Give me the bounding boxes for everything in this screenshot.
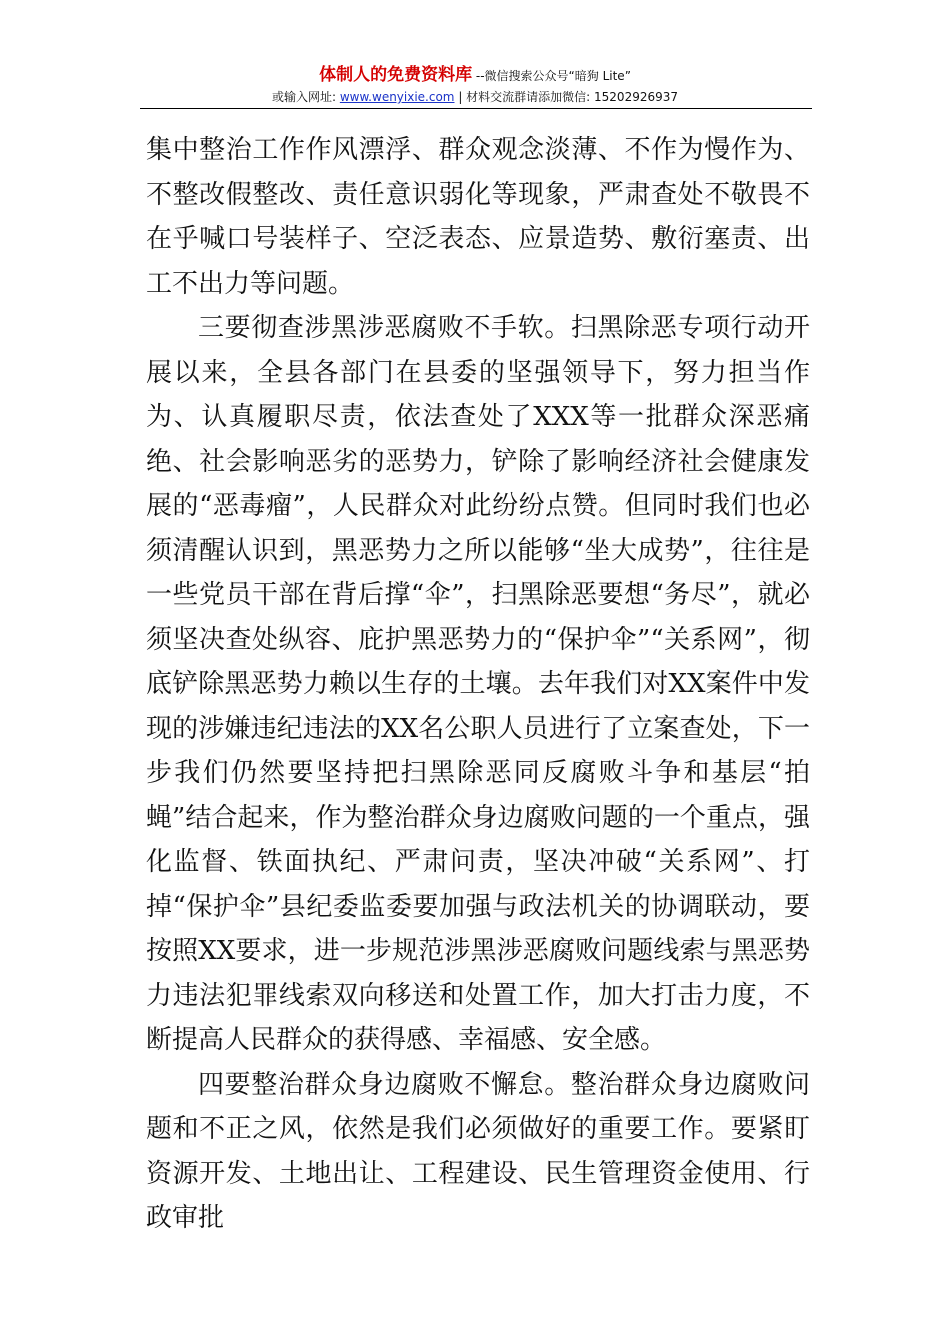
header-brand-title: 体制人的免费资料库	[319, 65, 473, 85]
paragraph-continued: 集中整治工作作风漂浮、群众观念淡薄、不作为慢作为、不整改假整改、责任意识弱化等现象，严肃查处不敬畏不在乎喊口号装样子、空泛表态、应景造势、敷衍塞责、出工不出力等问题。	[146, 135, 810, 299]
page-header	[140, 66, 810, 106]
header-divider	[140, 108, 812, 109]
header-website-link[interactable]: www.wenyixie.com	[339, 90, 455, 104]
header-line-brand	[140, 66, 810, 85]
header-url-prefix: 或输入网址:	[271, 90, 340, 104]
header-line-contact	[140, 88, 810, 106]
paragraph-section-three: 三要彻查涉黑涉恶腐败不手软。扫黑除恶专项行动开展以来，全县各部门在县委的坚强领导下，努力担当作为、认真履职尽责，依法查处了XXX等一批群众深恶痛绝、社会影响恶劣的恶势力，铲除了影响经济社会健康发展的“恶毒瘤”，人民群众对此纷纷点赞。但同时我们也必须清醒认识到，黑恶势力之所以能够“坐大成势”，往往是一些党员干部在背后撑“伞”，扫黑除恶要想“务尽”，就必须坚决查处纵容、庇护黑恶势力的“保护伞”“关系网”，彻底铲除黑恶势力赖以生存的土壤。去年我们对XX案件中发现的涉嫌违纪违法的XX名公职人员进行了立案查处，下一步我们仍然要坚持把扫黑除恶同反腐败斗争和基层“拍蝇”结合起来，作为整治群众身边腐败问题的一个重点，强化监督、铁面执纪、严肃问责，坚决冲破“关系网”、打掉“保护伞”县纪委监委要加强与政法机关的协调联动，要按照XX要求，进一步规范涉黑涉恶腐败问题线索与黑恶势力违法犯罪线索双向移送和处置工作，加大打击力度，不断提高人民群众的获得感、幸福感、安全感。	[146, 313, 810, 1055]
header-contact-text: | 材料交流群请添加微信: 15202926937	[454, 90, 679, 104]
document-body	[146, 128, 810, 1241]
paragraph-section-four: 四要整治群众身边腐败不懈怠。整治群众身边腐败问题和不正之风，依然是我们必须做好的重要工作。要紧盯资源开发、土地出让、工程建设、民生管理资金使用、行政审批	[146, 1069, 810, 1233]
header-wechat-note: --微信搜索公众号“暗狗 Lite”	[472, 69, 631, 83]
